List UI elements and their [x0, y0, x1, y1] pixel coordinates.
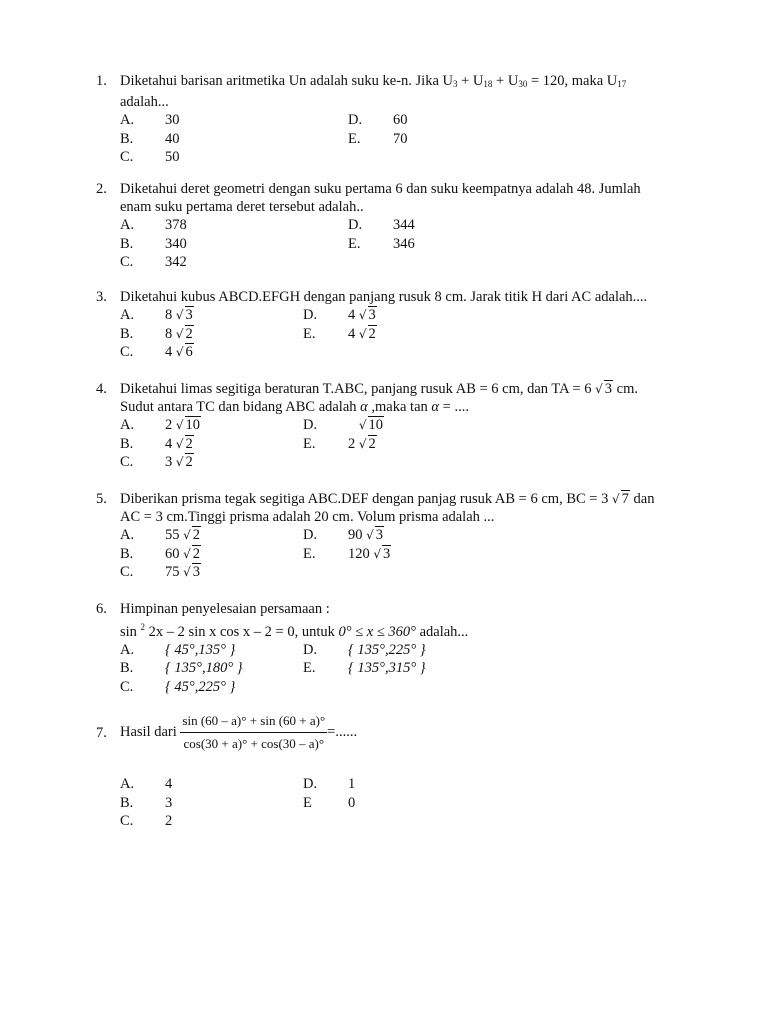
question-4: [96, 380, 716, 472]
question-7: [96, 712, 716, 831]
question-number: 4.: [96, 381, 107, 397]
question-stem: Diketahui deret geometri dengan suku pertama 6 dan suku keempatnya adalah 48. Jumlah enam suku pertama deret tersebut adalah..: [120, 181, 641, 215]
option-b[interactable]: B. { 135°,180° }: [120, 660, 243, 677]
option-e[interactable]: E. 70: [348, 130, 408, 147]
question-number: 2.: [96, 181, 107, 197]
option-e[interactable]: E. { 135°,315° }: [303, 660, 426, 677]
option-b[interactable]: B. 340: [120, 235, 187, 252]
options: [120, 526, 716, 582]
option-c[interactable]: C. { 45°,225° }: [120, 678, 236, 695]
option-b[interactable]: B. 8 √ 2: [120, 325, 193, 342]
option-d[interactable]: D. √ 10: [303, 417, 384, 433]
question-number: 3.: [96, 289, 107, 305]
options: [120, 641, 716, 697]
option-d[interactable]: D. 60: [348, 112, 408, 128]
option-d[interactable]: D. 344: [348, 217, 415, 233]
option-c[interactable]: C. 50: [120, 149, 180, 165]
question-stem: Diketahui limas segitiga beraturan T.ABC, panjang rusuk AB = 6 cm, dan TA = 6 √ 3 cm. Sudut antara TC dan bidang ABC adalah α ,maka tan α = ....: [120, 381, 638, 415]
question-stem: Diketahui kubus ABCD.EFGH dengan panjang rusuk 8 cm. Jarak titik H dari AC adalah....: [120, 289, 648, 305]
option-d[interactable]: D. { 135°,225° }: [303, 641, 426, 658]
option-e[interactable]: E. 120 √ 3: [303, 545, 391, 562]
option-e[interactable]: E. 4 √ 2: [303, 325, 376, 342]
question-stem: Himpinan penyelesaian persamaan : sin $^2$ 2x – 2 sin x cos x – 2 = 0, untuk 0° ≤ x ≤ 360° adalah...: [120, 601, 469, 640]
option-e[interactable]: E. 346: [348, 235, 415, 252]
option-a[interactable]: A. 378: [120, 217, 187, 233]
option-c[interactable]: C. 3 √ 2: [120, 454, 193, 470]
option-a[interactable]: A. 8 √ 3: [120, 307, 193, 323]
option-c[interactable]: C. 342: [120, 254, 187, 270]
question-stem: Diberikan prisma tegak segitiga ABC.DEF dengan panjag rusuk AB = 6 cm, BC = 3 √ 7 dan AC = 3 cm.Tinggi prisma adalah 20 cm. Volum prisma adalah ...: [120, 491, 655, 525]
option-a[interactable]: A. 55 √ 2: [120, 527, 201, 543]
question-stem: Diketahui barisan aritmetika Un adalah suku ke-n. Jika $U_3 + U_{18} + U_{30} = 120$, maka $U_{17}$ adalah...: [120, 73, 627, 110]
options: [120, 111, 716, 167]
option-b[interactable]: B. 40: [120, 130, 180, 147]
option-e[interactable]: E 0: [303, 794, 356, 811]
option-b[interactable]: B. 3: [120, 794, 173, 811]
options: [120, 416, 716, 472]
options: [120, 775, 716, 831]
option-e[interactable]: E. 2 √ 2: [303, 435, 376, 452]
question-number: 1.: [96, 73, 107, 89]
question-stem: Hasil dari $\frac{\sin (60 - a)^\circ + \sin (60 + a)^\circ}{\cos(30 + a)^\circ + \cos(30 - a)^\circ}$ =......: [120, 713, 358, 751]
question-number: 6.: [96, 601, 107, 617]
option-a[interactable]: A. { 45°,135° }: [120, 641, 236, 658]
options: [120, 306, 716, 362]
option-c[interactable]: C. 2: [120, 813, 173, 829]
option-c[interactable]: C. 75 √ 3: [120, 564, 201, 580]
option-b[interactable]: B. 4 √ 2: [120, 435, 193, 452]
question-number: 5.: [96, 491, 107, 507]
alpha-symbol: α: [360, 399, 368, 415]
option-a[interactable]: A. 2 √ 10: [120, 417, 201, 433]
option-d[interactable]: D. 90 √ 3: [303, 527, 384, 543]
option-a[interactable]: A. 30: [120, 112, 180, 128]
question-5: [96, 490, 716, 582]
question-2: [96, 180, 716, 272]
fraction: $\frac{\sin (60 - a)^\circ + \sin (60 + a)^\circ}{\cos(30 + a)^\circ + \cos(30 - a)^\circ}$: [182, 713, 326, 751]
question-3: [96, 288, 716, 362]
question-6: [96, 600, 716, 696]
option-b[interactable]: B. 60 √ 2: [120, 545, 201, 562]
options: [120, 216, 716, 272]
option-c[interactable]: C. 4 √ 6: [120, 344, 193, 360]
option-d[interactable]: D. 4 √ 3: [303, 307, 376, 323]
question-1: [96, 72, 716, 167]
option-d[interactable]: D. 1: [303, 776, 356, 792]
question-number: 7.: [96, 725, 107, 741]
option-a[interactable]: A. 4: [120, 776, 173, 792]
